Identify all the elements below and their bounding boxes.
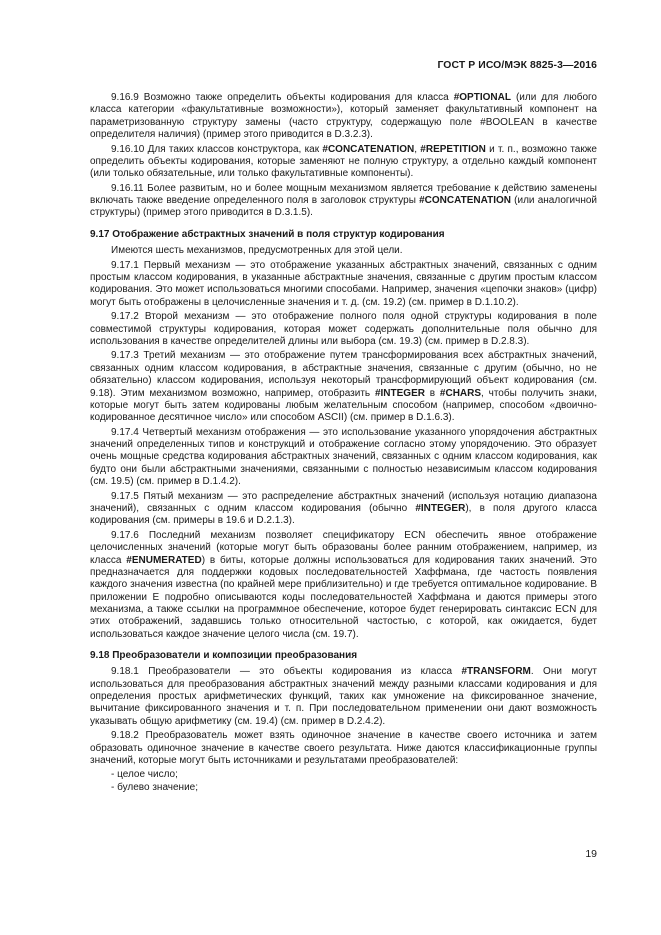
paragraph-text: 9.16.10 Для таких классов конструктора, как <box>111 143 323 155</box>
section-heading-9-18: 9.18 Преобразователи и композиции преобразования <box>90 649 358 661</box>
paragraph-p917a <box>90 245 597 257</box>
paragraph-text: в <box>424 387 440 399</box>
paragraph-text: 9.16.9 Возможно также определить объекты кодирования для класса <box>111 92 454 103</box>
list-item: - целое число; <box>111 769 178 781</box>
standard-header: ГОСТ Р ИСО/МЭК 8825-3—2016 <box>437 60 597 71</box>
paragraph-p9175 <box>90 491 597 528</box>
paragraph-p91610 <box>90 144 597 181</box>
keyword-text: #CHARS <box>439 387 482 399</box>
paragraph-p9181 <box>90 666 597 728</box>
paragraph-text: 9.16.11 Более развитым, но и более мощным механизмом является требование к действию заменены включать также введение определенного поля в заголовок структуры <box>90 182 597 207</box>
section-9-17-paragraphs <box>90 245 597 641</box>
paragraph-text: 9.17.3 Третий механизм — это отображение путем трансформирования всех абстрактных значений, связанных одним классом кодирования, в абстрактные значения, связанные с другим (обычно, но не обязательно) классом кодирования, используя некоторый трансформирующий объект кодирования (см. 9.18). Этим механизмом возможно, например, отобразить <box>90 350 597 399</box>
keyword-text: #OPTIONAL <box>453 92 511 103</box>
keyword-text: #CONCATENATION <box>322 143 415 155</box>
keyword-text: #REPETITION <box>420 143 486 155</box>
paragraph-text: Имеются шесть механизмов, предусмотренных для этой цели. <box>111 245 403 257</box>
document-body <box>90 92 597 795</box>
paragraph-text: 9.18.1 Преобразователи — это объекты кодирования из класса <box>111 666 462 678</box>
section-9-16-paragraphs <box>90 92 597 220</box>
paragraph-text: 9.17.4 Четвертый механизм отображения — это использование указанного упорядочения абстрактных значений определенных типов и конструкций и отображение согласно этому упорядочению. Это образует очень мощные средства кодирования абстрактных значений, связанных с одним классом кодирования, как будто они были абстрактными значениями, связанными с полностью независимым классом кодирования (см. 19.5) (см. пример в D.1.4.2). <box>90 426 597 488</box>
section-9-18-paragraphs <box>90 666 597 767</box>
paragraph-text: 9.17.2 Второй механизм — это отображение полного поля одной структуры кодирования в поле совместимой структуры кодирования, которая может содержать дополнительные поля обычно для использования в качестве определителей длины или выбора (см. 19.3) (см. пример в D.2.8.3). <box>90 311 597 347</box>
keyword-text: #TRANSFORM <box>461 666 531 678</box>
section-heading-9-17: 9.17 Отображение абстрактных значений в поля структур кодирования <box>90 228 445 240</box>
paragraph-p9172 <box>90 311 597 348</box>
paragraph-text: 9.17.5 Пятый механизм — это распределение абстрактных значений (используя нотацию диапазона значений), связанных с одним классом кодирования (обычно <box>90 490 597 514</box>
list-item: - булево значение; <box>111 782 199 794</box>
paragraph-p9174 <box>90 427 597 489</box>
paragraph-text: 9.17.1 Первый механизм — это отображение указанных абстрактных значений, связанных с одним простым классом кодирования, в указанные абстрактные значения, связанные с другим простым классом кодирования. Это может использоваться многими способами. Например, значения «цепочки знаков» (цифр) могут быть отображены в целочисленные значения и т. д. (см. 19.2) (см. пример в D.1.10.2). <box>90 259 597 308</box>
keyword-text: #CONCATENATION <box>419 195 511 207</box>
paragraph-p9169 <box>90 92 597 141</box>
paragraph-text: 9.17.6 Последний механизм позволяет спецификатору ECN обеспечить явное отображение целочисленных значений (которые могут быть образованы более ранним отображением, например, из класса <box>90 529 597 566</box>
page-number: 19 <box>585 848 597 860</box>
paragraph-p9176 <box>90 530 597 641</box>
keyword-text: #INTEGER <box>415 502 466 514</box>
paragraph-text: ), в поля другого класса кодирования (см. примеры в 19.6 и D.2.1.3). <box>90 502 597 527</box>
paragraph-p9171 <box>90 260 597 309</box>
paragraph-p91611 <box>90 183 597 220</box>
paragraph-text: , <box>414 143 421 155</box>
paragraph-text: (или для любого класса категории «факультативные возможности»), который заменяет факультативный компонент на параметризованную структуру замены (часто структуру, содержащую поле #BOOLEAN в качестве определителя наличия) (пример этого приводится в D.3.2.3). <box>90 92 597 141</box>
value-group-list <box>90 769 597 794</box>
paragraph-text: . Они могут использоваться для преобразования абстрактных значений между разными классами кодирования и для определения простых арифметических функций, таких как умножение на фиксированное значение, вычитание фиксированного значения и т. п. При последовательном применении они дают возможность указывать общую арифметику (см. 19.4) (см. пример в D.2.4.2). <box>90 666 597 727</box>
paragraph-text: , чтобы получить знаки, которые могут быть затем кодированы любым желательным способом (например, способом «двоично-кодированное десятичное число» или способом ASCII) (см. пример в D.1.6.3). <box>90 387 597 424</box>
keyword-text: #INTEGER <box>374 387 425 399</box>
keyword-text: #ENUMERATED <box>126 554 202 566</box>
paragraph-text: (или аналогичной структуры) (пример этого приводится в D.3.1.5). <box>90 195 597 219</box>
paragraph-text: ) в биты, которые должны использоваться для кодирования таких значений. Это предназначается для поддержки кодовых последовательностей Хаффмана, где частость появления каждого значения известна (по крайней мере приблизительно) и где требуется оптимальное кодирование. В приложении Е подробно описываются коды последовательностей Хаффмана и даются примеры этого механизма, а также ссылки на программное обеспечение, которое будет генерировать синтаксис ECN для этих отображений, задавшись только относительной частостью, с которой, как ожидается, будет использоваться каждое значение целого числа (см. 19.7). <box>90 554 597 640</box>
paragraph-text: и т. п., возможно также определить объекты кодирования, которые заменяют не полную структуру, а отдельно каждый компонент (или только обязательные, или только факультативные компоненты). <box>90 143 597 180</box>
paragraph-p9173 <box>90 350 597 424</box>
paragraph-p9182 <box>90 730 597 767</box>
paragraph-text: 9.18.2 Преобразователь может взять одиночное значение в качестве своего источника и затем образовать одиночное значение в качестве своего результата. Ниже даются классификационные группы значений, которые могут быть источниками и результатами преобразователей: <box>90 730 597 766</box>
